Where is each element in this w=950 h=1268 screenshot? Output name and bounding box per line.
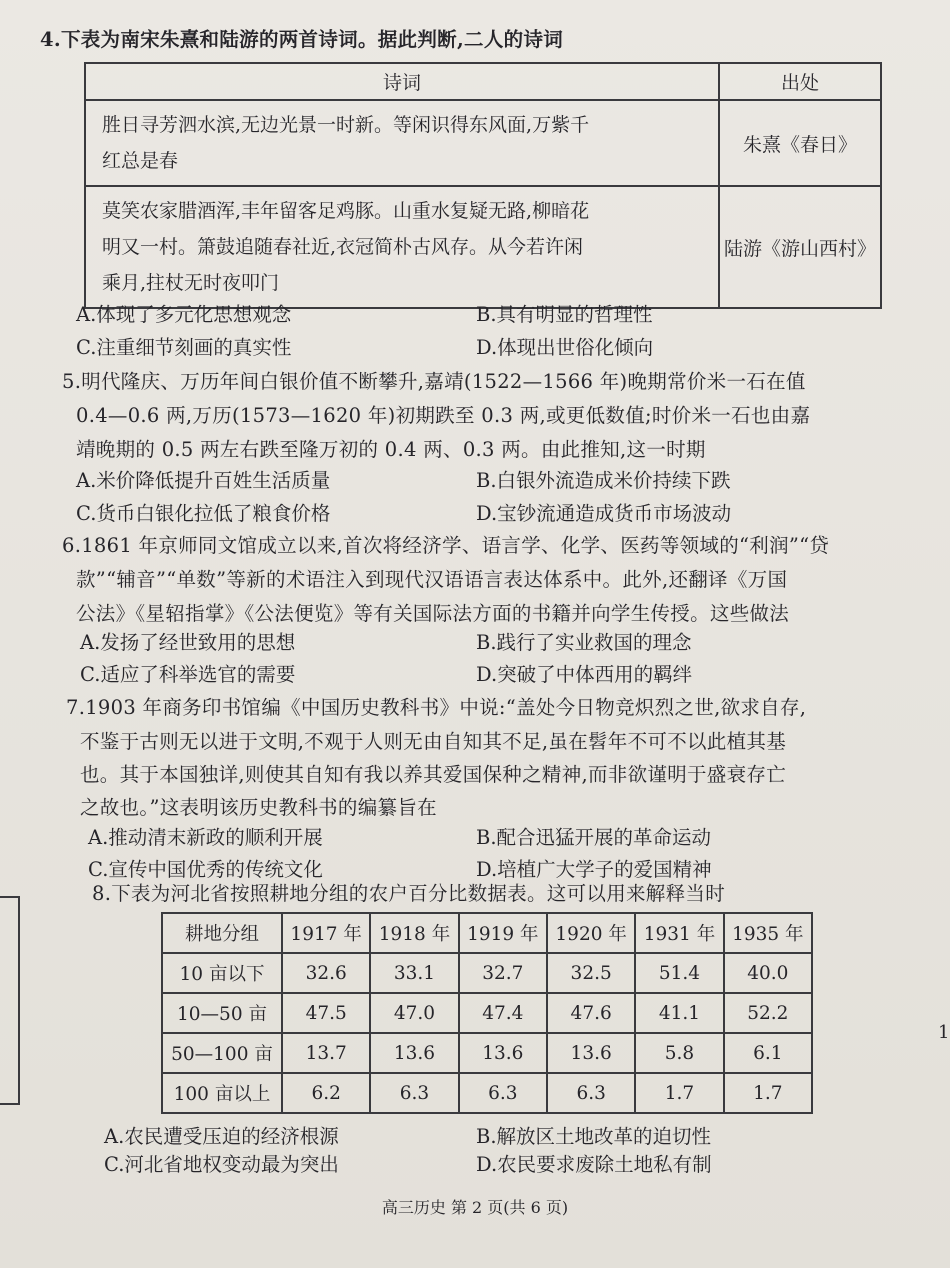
table-header: 1918 年	[370, 913, 458, 953]
option-c: C.宣传中国优秀的传统文化	[88, 858, 323, 881]
table-cell: 6.3	[370, 1073, 458, 1113]
option-d: D.培植广大学子的爱国精神	[476, 858, 712, 881]
table-cell: 6.3	[547, 1073, 635, 1113]
option-c: C.适应了科举选官的需要	[80, 663, 296, 686]
table-cell: 1.7	[635, 1073, 723, 1113]
table-cell: 40.0	[724, 953, 812, 993]
table-cell: 6.3	[459, 1073, 547, 1113]
table-cell: 41.1	[635, 993, 723, 1033]
table-cell: 50—100 亩	[162, 1033, 282, 1073]
table-cell: 6.2	[282, 1073, 370, 1113]
option-c: C.注重细节刻画的真实性	[76, 336, 292, 359]
option-c: C.货币白银化拉低了粮食价格	[76, 502, 331, 525]
option-b: B.白银外流造成米价持续下跌	[476, 469, 731, 492]
adjacent-page-number: 1	[938, 1022, 950, 1043]
table-cell: 13.6	[370, 1033, 458, 1073]
table-cell: 32.7	[459, 953, 547, 993]
q6-line: 6.1861 年京师同文馆成立以来,首次将经济学、语言学、化学、医药等领域的“利润”“贷	[62, 534, 830, 557]
adjacent-page-table-edge	[0, 896, 20, 1105]
q7-line: 不鉴于古则无以进于文明,不观于人则无由自知其不足,虽在髫年不可不以此植其基	[80, 730, 786, 753]
table-cell: 6.1	[724, 1033, 812, 1073]
table-header: 1931 年	[635, 913, 723, 953]
table-cell: 13.6	[547, 1033, 635, 1073]
table-cell: 52.2	[724, 993, 812, 1033]
table-header: 诗词	[85, 63, 719, 100]
poem-line: 红总是春	[102, 150, 179, 172]
option-a: A.发扬了经世致用的思想	[80, 631, 296, 654]
table-cell: 51.4	[635, 953, 723, 993]
poem-cell	[85, 186, 719, 308]
table-header: 1919 年	[459, 913, 547, 953]
table-cell: 10 亩以下	[162, 953, 282, 993]
table-cell: 47.6	[547, 993, 635, 1033]
option-d: D.体现出世俗化倾向	[476, 336, 654, 359]
q8-farmland-table	[161, 912, 813, 1114]
poem-line: 胜日寻芳泗水滨,无边光景一时新。等闲识得东风面,万紫千	[102, 114, 590, 136]
table-row	[85, 186, 881, 308]
table-header: 1920 年	[547, 913, 635, 953]
table-cell: 13.6	[459, 1033, 547, 1073]
option-a: A.农民遭受压迫的经济根源	[104, 1125, 339, 1148]
option-b: B.配合迅猛开展的革命运动	[476, 826, 712, 849]
table-cell: 10—50 亩	[162, 993, 282, 1033]
table-header: 出处	[719, 63, 881, 100]
table-cell: 32.5	[547, 953, 635, 993]
table-header-row	[162, 913, 812, 953]
option-a: A.米价降低提升百姓生活质量	[76, 469, 331, 492]
table-row	[162, 993, 812, 1033]
option-b: B.具有明显的哲理性	[476, 303, 653, 326]
q7-line: 也。其于本国独详,则使其自知有我以养其爱国保种之精神,而非欲谨明于盛衰存亡	[80, 763, 786, 786]
q7-line: 之故也。”这表明该历史教科书的编纂旨在	[80, 796, 437, 819]
table-cell: 100 亩以上	[162, 1073, 282, 1113]
q4-poem-table	[84, 62, 882, 309]
table-cell: 33.1	[370, 953, 458, 993]
page-footer: 高三历史 第 2 页(共 6 页)	[381, 1198, 569, 1217]
q7-line: 7.1903 年商务印书馆编《中国历史教科书》中说:“盖处今日物竞炽烈之世,欲求自存,	[66, 696, 807, 719]
table-cell: 13.7	[282, 1033, 370, 1073]
option-c: C.河北省地权变动最为突出	[104, 1153, 339, 1176]
poem-line: 乘月,拄杖无时夜叩门	[102, 272, 280, 294]
table-header: 耕地分组	[162, 913, 282, 953]
table-row	[162, 1033, 812, 1073]
q5-line: 0.4—0.6 两,万历(1573—1620 年)初期跌至 0.3 两,或更低数值;时价米一石也由嘉	[76, 404, 811, 427]
q6-line: 款”“辅音”“单数”等新的术语注入到现代汉语语言表达体系中。此外,还翻译《万国	[76, 568, 788, 591]
source-cell: 朱熹《春日》	[719, 100, 881, 186]
q5-line: 靖晚期的 0.5 两左右跌至隆万初的 0.4 两、0.3 两。由此推知,这一时期	[76, 438, 706, 461]
option-d: D.宝钞流通造成货币市场波动	[476, 502, 732, 525]
table-cell: 47.0	[370, 993, 458, 1033]
q8-stem: 8.下表为河北省按照耕地分组的农户百分比数据表。这可以用来解释当时	[92, 882, 726, 905]
option-b: B.解放区土地改革的迫切性	[476, 1125, 712, 1148]
table-cell: 47.4	[459, 993, 547, 1033]
table-cell: 5.8	[635, 1033, 723, 1073]
option-a: A.推动清末新政的顺利开展	[88, 826, 323, 849]
table-header: 1917 年	[282, 913, 370, 953]
table-row	[85, 100, 881, 186]
table-cell: 47.5	[282, 993, 370, 1033]
q6-line: 公法》《星轺指掌》《公法便览》等有关国际法方面的书籍并向学生传授。这些做法	[76, 602, 790, 625]
option-a: A.体现了多元化思想观念	[76, 303, 292, 326]
poem-line: 莫笑农家腊酒浑,丰年留客足鸡豚。山重水复疑无路,柳暗花	[102, 200, 590, 222]
table-cell: 32.6	[282, 953, 370, 993]
table-header: 1935 年	[724, 913, 812, 953]
source-cell: 陆游《游山西村》	[719, 186, 881, 308]
q5-line: 5.明代隆庆、万历年间白银价值不断攀升,嘉靖(1522—1566 年)晚期常价米一石在值	[62, 370, 806, 393]
q4-stem: 4.下表为南宋朱熹和陆游的两首诗词。据此判断,二人的诗词	[40, 28, 564, 51]
option-d: D.农民要求废除土地私有制	[476, 1153, 712, 1176]
table-row	[162, 953, 812, 993]
table-row	[162, 1073, 812, 1113]
table-header-row	[85, 63, 881, 100]
table-cell: 1.7	[724, 1073, 812, 1113]
option-b: B.践行了实业救国的理念	[476, 631, 692, 654]
poem-line: 明又一村。箫鼓追随春社近,衣冠简朴古风存。从今若许闲	[102, 236, 584, 258]
option-d: D.突破了中体西用的羁绊	[476, 663, 693, 686]
poem-cell	[85, 100, 719, 186]
